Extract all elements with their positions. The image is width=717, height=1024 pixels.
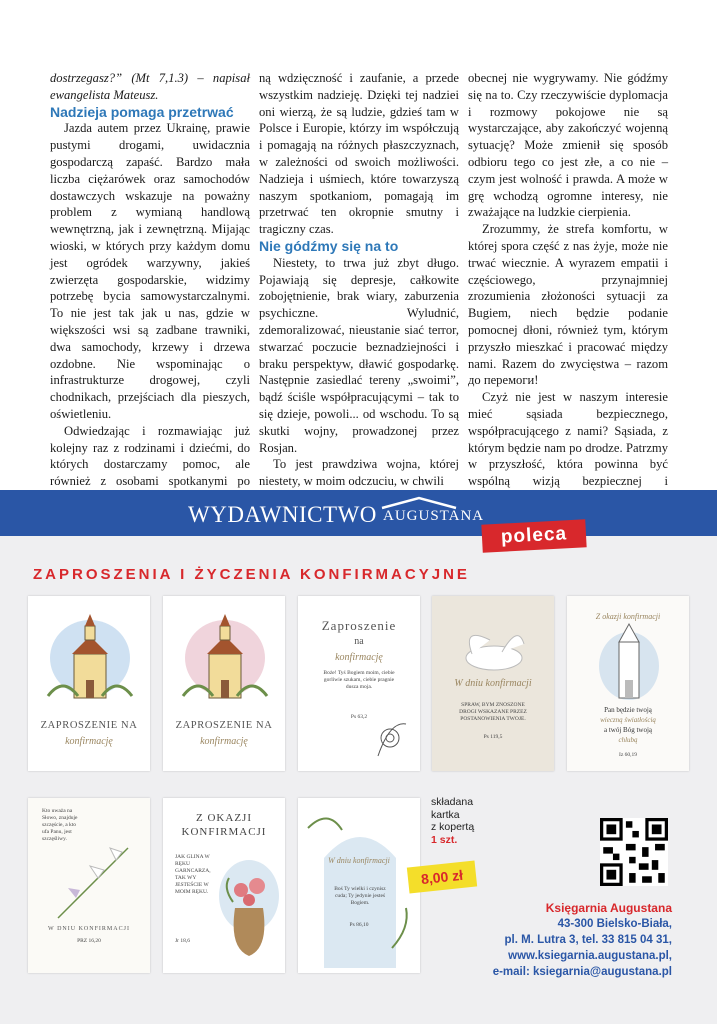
column-2 xyxy=(259,70,459,490)
poleca-badge: poleca xyxy=(481,519,586,552)
card-verse: Boś Ty wielki i czynisz cuda; Ty jedynie jesteś Bogiem. xyxy=(334,886,386,906)
card-heading: ZAPROSZENIE NA xyxy=(175,720,273,731)
card-vase xyxy=(163,798,285,973)
card-verse: Boże! Tyś Bogiem moim, ciebie gorliwie szukam, ciebie pragnie dusza moja. xyxy=(323,670,395,690)
paragraph: Odwiedzając i rozmawiając już kolejny raz z rodzinami i dziećmi, do których dostarczamy pomoc, ale również z osobami spotkanymi po xyxy=(50,423,250,489)
section-heading: Nie gódźmy się na to xyxy=(259,237,399,254)
card-footer: W DNIU KONFIRMACJI xyxy=(48,926,130,932)
ad-title: ZAPROSZENIA I ŻYCZENIA KONFIRMACYJNE xyxy=(33,566,470,583)
card-reference: PRZ 16,20 xyxy=(77,938,101,944)
paragraph: Jazda autem przez Ukrainę, prawie pustymi drogami, uwidacznia gospodarczą zapaść. Bardzo mała liczba ciężarówek oraz samochodów dostawczych wskazuje na poważny problem z wymianą handlową wewnętrzną, jak i zewnętrzną. Mijając wioski, w których przy każdym domu jest ogródek warzywny, jakieś zwierzęta gospodarskie, widzimy potrzebę bycia samowystarczalnymi. To nie jest tak jak u nas, gdzie w większości wsi są zadbane trawniki, dwa samochody, krzewy i drzewa ozdobne. Nie wspominając o infrastrukturze drogowej, czyli chodnikach, przejściach dla pieszych, oświetleniu. xyxy=(50,121,250,421)
note-line: z kopertą xyxy=(431,821,475,833)
note-line: składana xyxy=(431,796,474,808)
card-heading: KONFIRMACJI xyxy=(181,826,267,838)
card-script: konfirmację xyxy=(200,736,248,747)
card-script: konfirmację xyxy=(65,736,113,747)
card-heading-na: na xyxy=(354,636,364,647)
paragraph: Zrozummy, że strefa komfortu, w której spora część z nas żyje, może nie trwać wiecznie. A wyrazem empatii i częściowego, przynajmniej zrozumienia złożoności sytuacji za Bugiem, niech będzie podanie pomocnej dłoni, również tym, którym przyszło mieszkać i pracować między nami. Razem do zwycięstwa – razom до перемоги! xyxy=(468,222,668,388)
card-cathedral xyxy=(567,596,689,771)
card-church-pink xyxy=(163,596,285,771)
brand-logo: AUGUSTANA xyxy=(383,508,485,524)
cathedral-illustration-icon xyxy=(567,596,689,771)
publisher-name: WYDAWNICTWO xyxy=(188,502,377,527)
card-verse: SPRAW, BYM ZNOSZONE DROGI WSKAZANE PRZEZ POSTANOWIENIA TWOJE. xyxy=(459,702,527,722)
publisher-banner xyxy=(0,490,717,536)
card-heading: Z OKAZJI xyxy=(196,812,252,824)
card-church xyxy=(28,596,150,771)
bookstore-address: pl. M. Lutra 3, tel. 33 815 04 31, xyxy=(504,934,672,946)
card-lily xyxy=(28,798,150,973)
card-heading: ZAPROSZENIE NA xyxy=(40,720,138,731)
card-arch xyxy=(298,798,420,973)
note-quantity: 1 szt. xyxy=(431,833,458,846)
card-reference: Ps 86,10 xyxy=(349,922,369,928)
paragraph xyxy=(50,70,250,104)
card-reference: Iz 60,19 xyxy=(618,752,638,758)
price-tag: 8,00 zł xyxy=(407,861,477,894)
article xyxy=(0,0,717,490)
flower-illustration-icon xyxy=(298,596,420,771)
bookstore-address: 43-300 Bielsko-Biała, xyxy=(557,918,672,930)
card-dove xyxy=(432,596,554,771)
paragraph: Niestety, to trwa już zbyt długo. Pojawiają się depresje, całkowite zobojętnienie, brak wiary, zaburzenia psychiczne. Wyludnić, zdemoralizować, nieustanie siać terror, stwarzać poczucie beznadziejności i braku perspektyw, dławić gospodarkę. Następnie zasiedlać tereny „swoimi”, bądź ściśle współpracującymi – tak to się dzieje, powoli... od wschodu. To są skutki wojny, prowadzonej przez Rosjan. xyxy=(259,255,459,455)
qr-code-icon[interactable] xyxy=(600,818,668,886)
card-verse: Kto uważa na Słowo, znajduje szczęście, a kto ufa Panu, jest szczęśliwy. xyxy=(42,808,78,842)
bookstore-name: Księgarnia Augustana xyxy=(545,901,672,915)
card-verse-line: chlubą xyxy=(618,736,638,744)
vase-illustration-icon xyxy=(163,798,285,973)
bookstore-email-link[interactable]: e-mail: ksiegarnia@augustana.pl xyxy=(492,966,672,978)
card-reference: Ps 119,5 xyxy=(483,734,503,740)
card-verse-line: wieczną światłością xyxy=(600,716,656,724)
card-script: W dniu konfirmacji xyxy=(328,856,390,865)
paragraph: To jest prawdziwa wojna, której niestety, w moim odczuciu, w chwili xyxy=(259,457,459,489)
card-invitation-verse xyxy=(298,596,420,771)
note-line: kartka xyxy=(431,808,460,821)
paragraph: ną wdzięczność i zaufanie, a przede wszystkim nadzieję. Dzięki tej nadziei oni wierzą, że są ludzie, gdzieś tam w Polsce i Europie, którzy im współczują i pomagają na różnych płaszczyznach, w zależności od swoich możliwości. Nadzieja i uśmiech, które towarzyszą naszym spotkaniom, pomagają im przetrwać ten okropnie smutny i tragiczny czas. xyxy=(259,71,459,237)
card-script: Z okazji konfirmacji xyxy=(595,612,661,621)
product-note xyxy=(431,796,474,846)
card-verse-line: Pan będzie twoją xyxy=(604,706,652,714)
card-reference: Ps 63,2 xyxy=(350,714,368,720)
card-script: konfirmację xyxy=(335,652,383,663)
advertisement xyxy=(0,490,717,1024)
card-verse: JAK GLINA W RĘKU GARNCARZA, TAK WY JESTEŚCIE W MOIM RĘKU. xyxy=(175,854,211,895)
bookstore-contact xyxy=(493,900,672,980)
section-heading: Nadzieja pomaga przetrwać xyxy=(50,103,234,120)
bookstore-website-link[interactable]: www.ksiegarnia.augustana.pl, xyxy=(508,950,672,962)
paragraph-text: dostrzegasz?” (Mt 7,1.3) – napisał ewangelista Mateusz. xyxy=(50,71,250,102)
card-verse-line: a twój Bóg twoją xyxy=(603,726,653,734)
column-1 xyxy=(50,70,250,524)
lily-illustration-icon xyxy=(28,798,150,973)
card-script: W dniu konfirmacji xyxy=(454,678,532,689)
paragraph: obecnej nie wygrywamy. Nie gódźmy się na to. Czy rzeczywiście dyplomacja i rozmowy pokojowe nie są wystarczające, aby zakończyć wojenną sytuację? Może zmienił się sposób odbioru tego co jest złe, a co nie – czym jest wolność i prawda. A może w grę wchodzą ogromne interesy, nie zważające na ludzkie cierpienia. xyxy=(468,71,668,220)
column-3 xyxy=(468,70,668,507)
paragraph-text: Czyż nie jest w naszym interesie mieć sąsiada bezpiecznego, współpracującego z nami? Sąsiada, z którym będzie nam po drodze. Patrzmy w przyszłość, która powinna być wspólną wizją bezpiecznej i xyxy=(468,390,668,489)
card-heading: Zaproszenie xyxy=(321,618,397,633)
card-reference: Jr 18,6 xyxy=(175,938,190,944)
